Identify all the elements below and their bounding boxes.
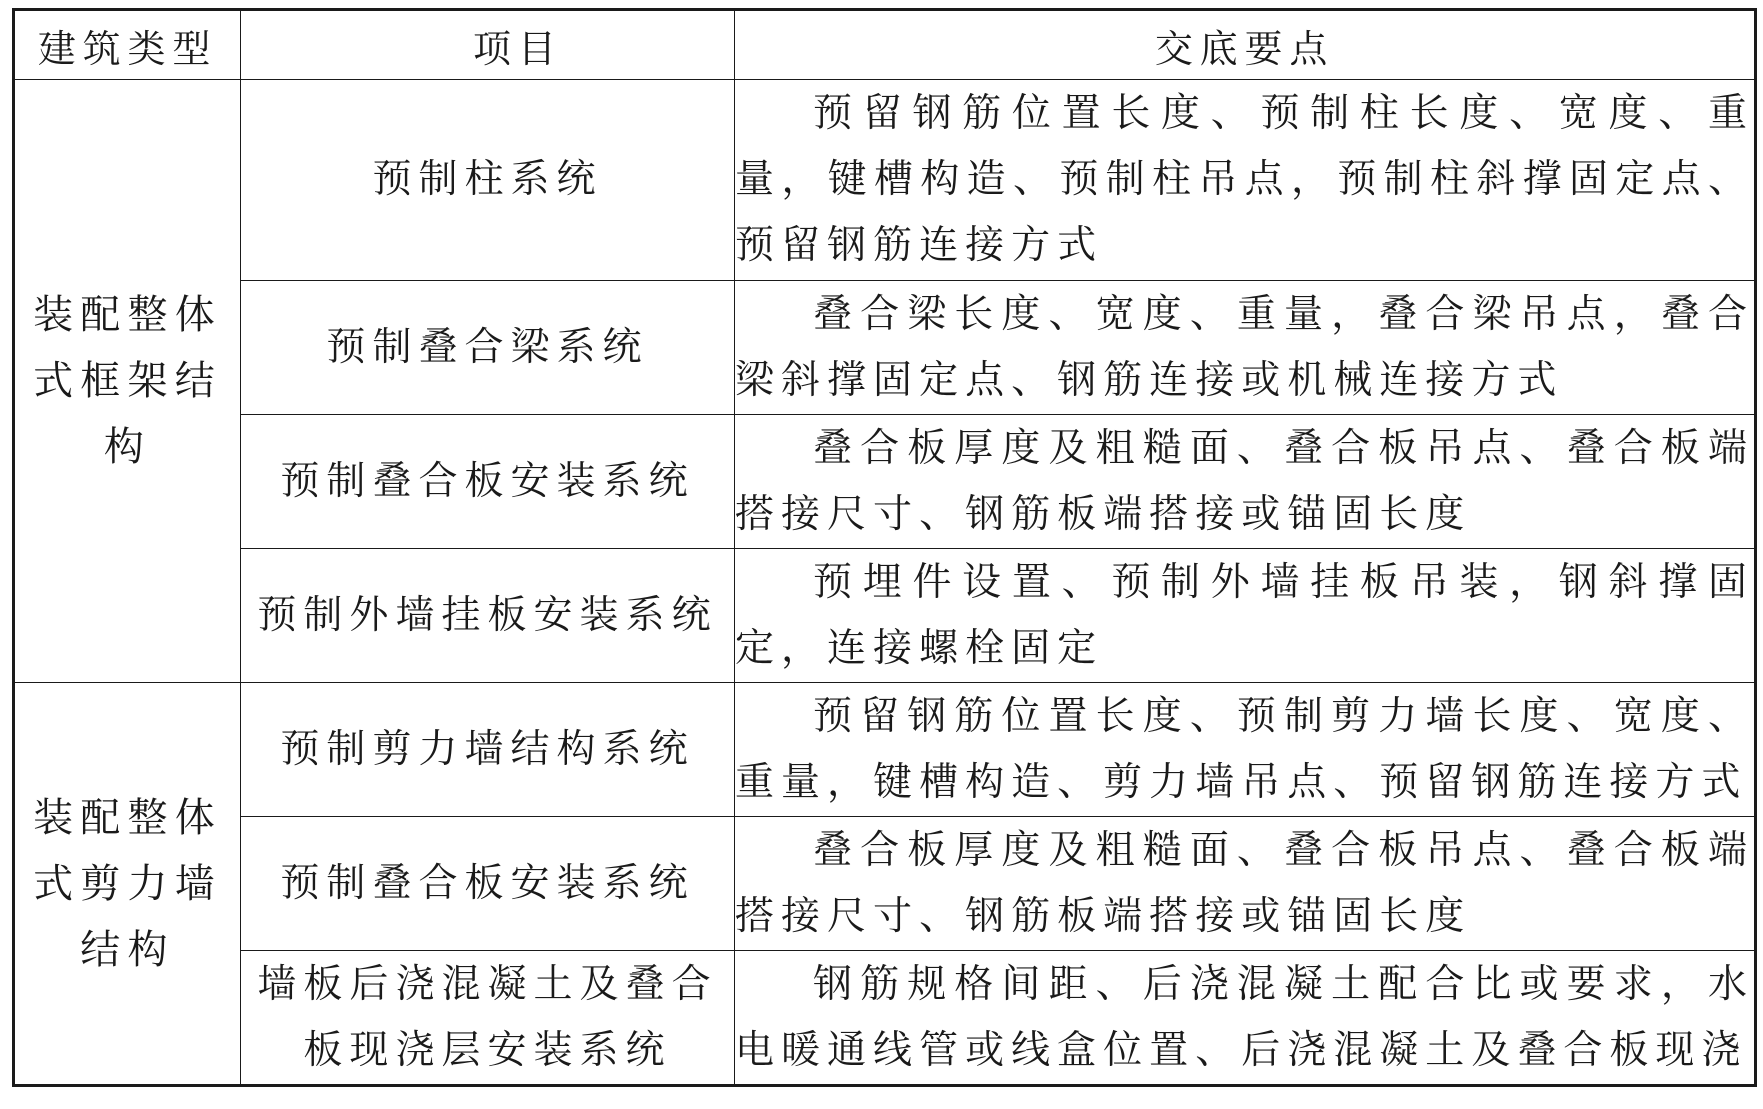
item-cell: 预制外墙挂板安装系统 bbox=[241, 549, 735, 683]
item-cell: 预制柱系统 bbox=[241, 80, 735, 281]
key-points-cell: 钢筋规格间距、后浇混凝土配合比或要求，水电暖通线管或线盒位置、后浇混凝土及叠合板现浇 bbox=[735, 951, 1756, 1086]
table-row bbox=[14, 817, 1756, 951]
item-cell: 预制叠合梁系统 bbox=[241, 281, 735, 415]
table-row bbox=[14, 80, 1756, 281]
key-points-cell: 叠合板厚度及粗糙面、叠合板吊点、叠合板端搭接尺寸、钢筋板端搭接或锚固长度 bbox=[735, 817, 1756, 951]
key-points-cell: 叠合板厚度及粗糙面、叠合板吊点、叠合板端搭接尺寸、钢筋板端搭接或锚固长度 bbox=[735, 415, 1756, 549]
table-row bbox=[14, 549, 1756, 683]
header-key-points: 交底要点 bbox=[735, 10, 1756, 80]
item-cell: 预制叠合板安装系统 bbox=[241, 415, 735, 549]
table-row bbox=[14, 683, 1756, 817]
key-points-cell: 预留钢筋位置长度、预制剪力墙长度、宽度、重量，键槽构造、剪力墙吊点、预留钢筋连接方式 bbox=[735, 683, 1756, 817]
construction-briefing-table bbox=[12, 8, 1757, 1087]
table-row bbox=[14, 415, 1756, 549]
item-cell: 预制叠合板安装系统 bbox=[241, 817, 735, 951]
table-row bbox=[14, 281, 1756, 415]
building-type-shear-wall: 装配整体式剪力墙结构 bbox=[14, 683, 241, 1086]
header-building-type: 建筑类型 bbox=[14, 10, 241, 80]
key-points-cell: 预埋件设置、预制外墙挂板吊装，钢斜撑固定，连接螺栓固定 bbox=[735, 549, 1756, 683]
item-cell: 墙板后浇混凝土及叠合板现浇层安装系统 bbox=[241, 951, 735, 1086]
table-header-row bbox=[14, 10, 1756, 80]
key-points-cell: 叠合梁长度、宽度、重量，叠合梁吊点，叠合梁斜撑固定点、钢筋连接或机械连接方式 bbox=[735, 281, 1756, 415]
table-row bbox=[14, 951, 1756, 1086]
key-points-cell: 预留钢筋位置长度、预制柱长度、宽度、重量，键槽构造、预制柱吊点，预制柱斜撑固定点、预留钢筋连接方式 bbox=[735, 80, 1756, 281]
item-cell: 预制剪力墙结构系统 bbox=[241, 683, 735, 817]
building-type-frame: 装配整体式框架结构 bbox=[14, 80, 241, 683]
header-item: 项目 bbox=[241, 10, 735, 80]
